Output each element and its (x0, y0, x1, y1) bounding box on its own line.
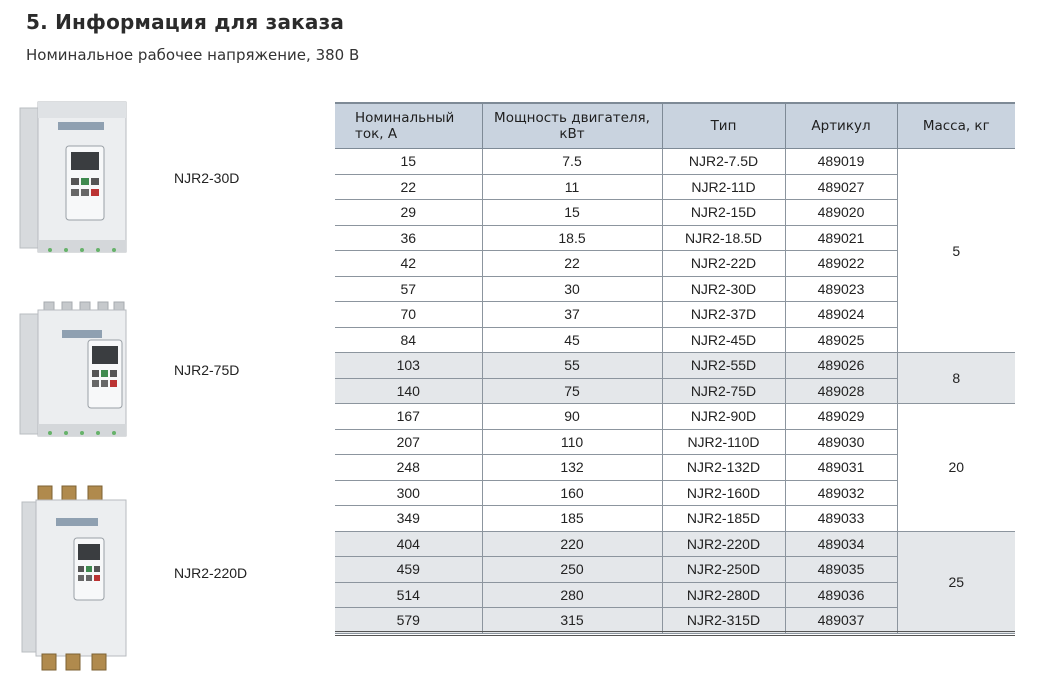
cell-article: 489036 (785, 582, 897, 608)
cell-current: 167 (335, 404, 482, 430)
cell-current: 579 (335, 608, 482, 634)
table-row (335, 531, 1015, 557)
header-power: Мощность двигателя, кВт (482, 103, 662, 149)
cell-current: 22 (335, 174, 482, 200)
product-image-njr2-75d (18, 300, 130, 440)
cell-article: 489022 (785, 251, 897, 277)
cell-power: 250 (482, 557, 662, 583)
cell-current: 70 (335, 302, 482, 328)
cell-current: 248 (335, 455, 482, 481)
cell-type: NJR2-55D (662, 353, 785, 379)
cell-power: 55 (482, 353, 662, 379)
cell-type: NJR2-15D (662, 200, 785, 226)
cell-type: NJR2-220D (662, 531, 785, 557)
cell-type: NJR2-11D (662, 174, 785, 200)
cell-type: NJR2-30D (662, 276, 785, 302)
cell-power: 280 (482, 582, 662, 608)
header-article: Артикул (785, 103, 897, 149)
cell-power: 45 (482, 327, 662, 353)
table-row (335, 353, 1015, 379)
cell-power: 132 (482, 455, 662, 481)
cell-article: 489025 (785, 327, 897, 353)
soft-starter-220d-picture (18, 484, 130, 672)
cell-current: 207 (335, 429, 482, 455)
header-current: Номинальный ток, А (335, 103, 482, 149)
product-label-njr2-220d: NJR2-220D (174, 565, 248, 581)
cell-type: NJR2-90D (662, 404, 785, 430)
cell-article: 489027 (785, 174, 897, 200)
cell-article: 489035 (785, 557, 897, 583)
cell-power: 37 (482, 302, 662, 328)
order-table (335, 102, 1015, 634)
table-bottom-rule (335, 631, 1015, 636)
header-mass: Масса, кг (897, 103, 1015, 149)
cell-current: 103 (335, 353, 482, 379)
cell-article: 489019 (785, 149, 897, 175)
soft-starter-30d-picture (18, 100, 130, 258)
cell-type: NJR2-37D (662, 302, 785, 328)
voltage-subtitle: Номинальное рабочее напряжение, 380 В (26, 46, 360, 64)
cell-power: 18.5 (482, 225, 662, 251)
cell-mass: 25 (897, 531, 1015, 633)
cell-power: 30 (482, 276, 662, 302)
cell-power: 160 (482, 480, 662, 506)
cell-current: 15 (335, 149, 482, 175)
cell-current: 57 (335, 276, 482, 302)
table-body (335, 149, 1015, 634)
cell-current: 404 (335, 531, 482, 557)
cell-article: 489034 (785, 531, 897, 557)
cell-current: 140 (335, 378, 482, 404)
cell-mass: 8 (897, 353, 1015, 404)
cell-type: NJR2-160D (662, 480, 785, 506)
table-row (335, 404, 1015, 430)
cell-type: NJR2-18.5D (662, 225, 785, 251)
cell-power: 185 (482, 506, 662, 532)
cell-type: NJR2-280D (662, 582, 785, 608)
cell-article: 489037 (785, 608, 897, 634)
table-row (335, 149, 1015, 175)
soft-starter-75d-picture (18, 300, 130, 440)
product-label-njr2-30d: NJR2-30D (174, 170, 240, 186)
cell-article: 489030 (785, 429, 897, 455)
cell-mass: 20 (897, 404, 1015, 532)
cell-article: 489029 (785, 404, 897, 430)
cell-current: 29 (335, 200, 482, 226)
cell-type: NJR2-110D (662, 429, 785, 455)
cell-article: 489033 (785, 506, 897, 532)
cell-type: NJR2-132D (662, 455, 785, 481)
cell-type: NJR2-250D (662, 557, 785, 583)
cell-type: NJR2-75D (662, 378, 785, 404)
section-title: 5. Информация для заказа (26, 10, 345, 34)
cell-power: 15 (482, 200, 662, 226)
cell-article: 489031 (785, 455, 897, 481)
cell-power: 11 (482, 174, 662, 200)
cell-current: 300 (335, 480, 482, 506)
cell-power: 110 (482, 429, 662, 455)
cell-current: 42 (335, 251, 482, 277)
cell-type: NJR2-45D (662, 327, 785, 353)
cell-current: 459 (335, 557, 482, 583)
cell-power: 315 (482, 608, 662, 634)
product-image-njr2-30d (18, 100, 130, 258)
cell-article: 489023 (785, 276, 897, 302)
cell-power: 75 (482, 378, 662, 404)
cell-power: 220 (482, 531, 662, 557)
cell-power: 22 (482, 251, 662, 277)
cell-article: 489020 (785, 200, 897, 226)
cell-type: NJR2-315D (662, 608, 785, 634)
cell-type: NJR2-7.5D (662, 149, 785, 175)
header-type: Тип (662, 103, 785, 149)
cell-article: 489032 (785, 480, 897, 506)
cell-type: NJR2-185D (662, 506, 785, 532)
cell-power: 90 (482, 404, 662, 430)
cell-article: 489021 (785, 225, 897, 251)
cell-current: 84 (335, 327, 482, 353)
cell-current: 514 (335, 582, 482, 608)
cell-current: 36 (335, 225, 482, 251)
product-image-njr2-220d (18, 484, 130, 672)
cell-type: NJR2-22D (662, 251, 785, 277)
table-header-row (335, 103, 1015, 149)
cell-article: 489024 (785, 302, 897, 328)
cell-article: 489028 (785, 378, 897, 404)
cell-article: 489026 (785, 353, 897, 379)
product-label-njr2-75d: NJR2-75D (174, 362, 240, 378)
cell-current: 349 (335, 506, 482, 532)
cell-mass: 5 (897, 149, 1015, 353)
cell-power: 7.5 (482, 149, 662, 175)
